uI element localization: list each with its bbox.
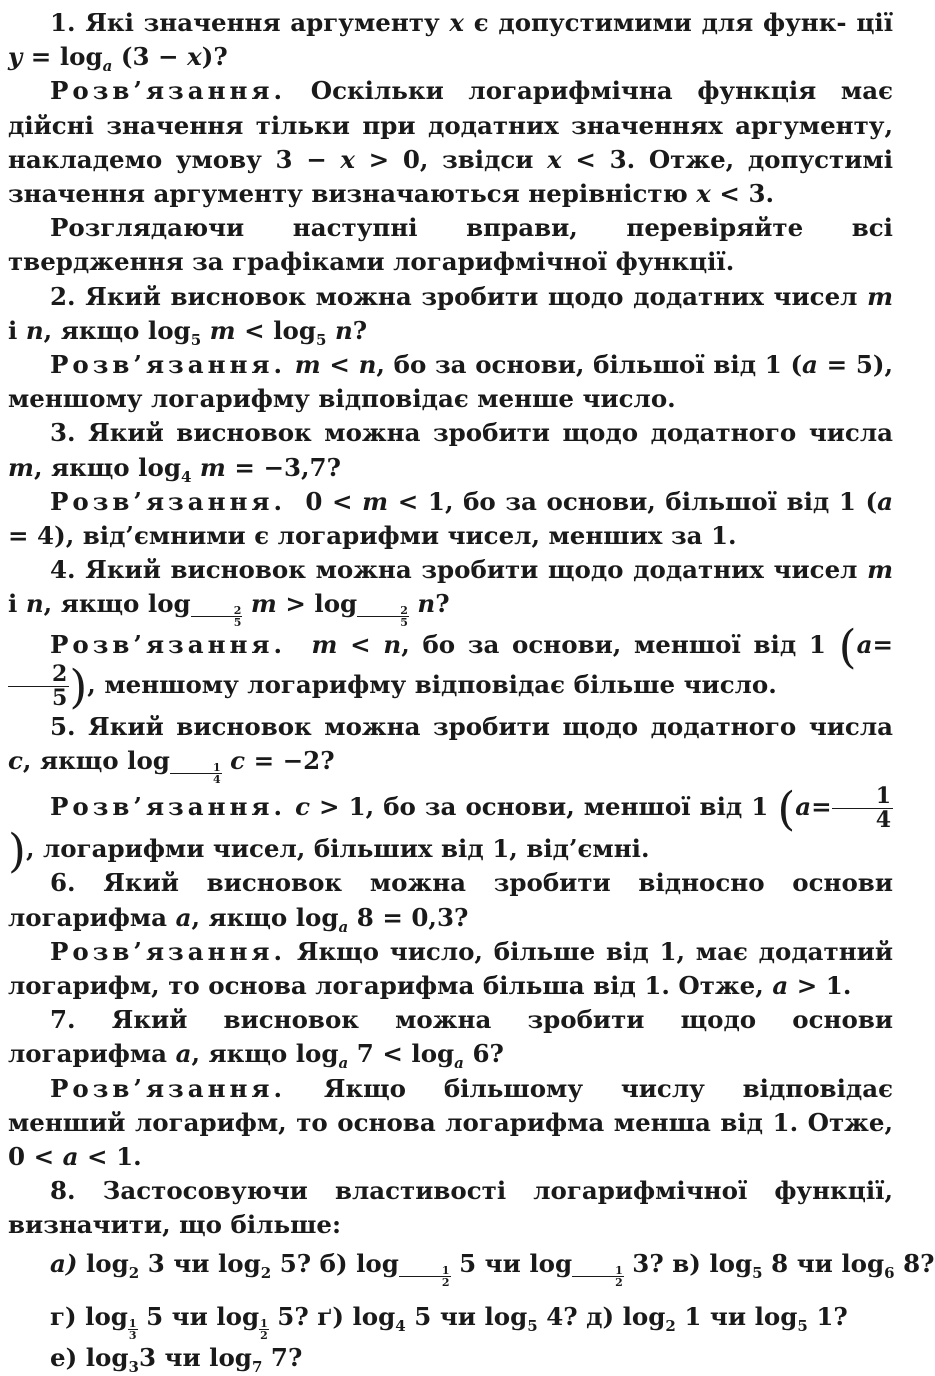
den: 4: [875, 807, 891, 834]
solution-label: Розв’язання.: [50, 486, 287, 516]
var: c: [8, 746, 23, 776]
log: log: [352, 1301, 396, 1331]
question-text: Який висновок можна зробити щодо додатних чисел: [85, 281, 858, 311]
problem-number: 6.: [50, 868, 76, 898]
task-text: 1 чи: [675, 1301, 755, 1331]
task-text: 5 чи: [405, 1301, 485, 1331]
log: log: [314, 589, 358, 619]
question-text: , якщо: [33, 452, 130, 482]
question-text: Який висновок можна зробити щодо додатних чисел: [85, 555, 858, 585]
solution-text: < 1.: [78, 1142, 142, 1172]
problem-number: 2.: [50, 281, 76, 311]
problem-5: [8, 710, 893, 785]
solution-text: Якщо число, більше від 1, має додатний логарифм, то основа логарифма більша від 1. Отже,: [8, 936, 894, 1001]
sub: 5: [797, 1316, 808, 1335]
sub: 5: [315, 330, 327, 349]
log: log: [529, 1248, 573, 1278]
task-text: 8?: [894, 1248, 935, 1278]
solution-4: Розв’язання. m < n, бо за основи, меншої від 1 (a= $\frac{2}{5}$ ), меншому логарифму відповідає більше число.: [8, 628, 893, 709]
sub-fraction: [572, 1265, 624, 1288]
var: m: [867, 555, 894, 585]
task-label: а): [50, 1248, 78, 1278]
problem-number: 1.: [50, 8, 76, 37]
problem-number: 5.: [50, 711, 76, 741]
task-g2: [317, 1301, 578, 1335]
task-text: 3 чи: [139, 1248, 218, 1278]
tasks-row-2: [8, 1300, 893, 1341]
var: x: [340, 144, 356, 174]
problem-number: 8.: [50, 1176, 76, 1206]
den: 5: [52, 684, 68, 711]
solution-label: Розв’язання.: [50, 630, 287, 660]
var: x: [696, 179, 711, 209]
solution-6: [8, 935, 893, 1003]
task-text: 5 чи: [450, 1248, 530, 1278]
question-text: ції: [856, 8, 894, 37]
question-text: , якщо: [22, 746, 119, 776]
log: log: [59, 42, 103, 72]
solution-label: Розв’язання.: [50, 792, 287, 822]
solution-3: [8, 485, 893, 553]
paren: ): [69, 659, 88, 714]
sub: 5: [190, 330, 202, 349]
var: x: [449, 8, 465, 37]
solution-label: Розв’язання.: [50, 350, 287, 380]
sub: 5: [527, 1316, 538, 1335]
num: 1: [399, 1265, 451, 1277]
var: c: [295, 792, 311, 822]
var: a: [877, 486, 894, 516]
question-text: , якщо: [191, 1039, 288, 1069]
var: n: [358, 350, 377, 380]
question-text: ?: [435, 589, 450, 619]
question-text: ?: [352, 315, 368, 345]
var: a: [772, 971, 789, 1001]
task-label: ґ): [317, 1301, 344, 1331]
question-text: Який висновок можна зробити відносно основи логарифма: [8, 868, 894, 932]
solution-5: Розв’язання. c > 1, бо за основи, меншої від 1 (a= $\frac{1}{4}$ ), логарифми чисел, більших від 1, від’ємні.: [8, 781, 891, 878]
den: 5: [233, 616, 242, 630]
sub: 4: [395, 1316, 406, 1335]
question-text: (3 −: [120, 42, 188, 72]
task-text: 4?: [537, 1301, 578, 1331]
task-text: 5?: [268, 1301, 309, 1331]
task-v: [672, 1248, 935, 1282]
var: a: [62, 1142, 79, 1172]
var: m: [209, 315, 236, 345]
den: 2: [260, 1328, 268, 1342]
sym: <: [337, 630, 384, 660]
var: x: [187, 42, 202, 72]
log: log: [622, 1301, 666, 1331]
var: m: [867, 281, 894, 311]
task-label: д): [586, 1301, 615, 1331]
question-text: , якщо: [43, 315, 140, 345]
log: log: [411, 1039, 455, 1069]
question-text: Який висновок можна зробити щодо додатного числа: [88, 711, 893, 741]
var: c: [230, 746, 246, 776]
sym: <: [320, 350, 359, 380]
sub-fraction: [357, 605, 409, 628]
question-text: є допустимими для функ-: [473, 8, 847, 37]
task-text: 3?: [623, 1248, 664, 1278]
den: 4: [212, 773, 221, 787]
question-text: Який висновок можна зробити щодо основи логарифма: [8, 1005, 894, 1069]
intro-note: Розглядаючи наступні вправи, перевіряйте всі твердження за графіками логарифмічної функції.: [8, 213, 893, 277]
sym: <: [235, 315, 274, 345]
log: log: [217, 1248, 261, 1278]
solution-text: = 4), від’ємними є логарифми чисел, менших за 1.: [8, 521, 737, 551]
task-e: [50, 1342, 303, 1376]
problem-number: 4.: [50, 555, 76, 585]
sub-fraction: [399, 1265, 451, 1288]
sub: a: [454, 1054, 464, 1073]
num: 1: [260, 1316, 268, 1330]
var: a: [802, 350, 818, 380]
log: log: [273, 315, 316, 345]
problem-8: [8, 1174, 893, 1242]
task-label: в): [672, 1248, 701, 1278]
question-text: = −2?: [245, 746, 335, 776]
problem-number: 3.: [50, 418, 76, 448]
var: m: [250, 589, 277, 619]
problem-number: 7.: [50, 1005, 76, 1035]
task-d: [586, 1301, 848, 1335]
question-text: , якщо: [191, 902, 288, 932]
log: log: [138, 452, 181, 482]
problem-7: [8, 1003, 893, 1071]
question-text: , якщо: [43, 589, 140, 619]
sub: a: [338, 1054, 349, 1073]
num: 1: [572, 1265, 624, 1277]
solution-text: логарифми чисел, більших від 1, від’ємні.: [43, 834, 650, 864]
var: m: [294, 350, 321, 380]
den: 2: [615, 1275, 623, 1289]
var: a: [175, 902, 192, 932]
var: a: [795, 792, 812, 822]
solution-text: > 1.: [788, 971, 852, 1001]
var: n: [25, 315, 44, 345]
log: log: [127, 746, 170, 776]
var: m: [8, 452, 34, 482]
log: log: [295, 1039, 339, 1069]
num: 1: [832, 785, 893, 809]
num: 2: [191, 605, 243, 617]
log: log: [709, 1248, 753, 1278]
sub: 4: [180, 467, 192, 486]
num: 2: [8, 663, 69, 687]
sub: a: [102, 57, 113, 76]
task-text: 1?: [807, 1301, 848, 1331]
den: 2: [441, 1275, 450, 1289]
sub: 3: [128, 1357, 139, 1376]
paren: ): [8, 823, 26, 878]
log: log: [209, 1342, 252, 1372]
solution-text: = 5), меншому логарифму відповідає менше число.: [8, 350, 893, 414]
solution-label: Розв’язання.: [50, 76, 287, 106]
var: a: [175, 1039, 192, 1069]
task-label: е): [50, 1342, 78, 1372]
question-text: = −3,7?: [225, 452, 341, 482]
question-text: 6?: [472, 1039, 504, 1069]
solution-text: < 1, бо за основи, більшої від 1 (: [388, 486, 878, 516]
question-text: )?: [201, 42, 228, 72]
log: log: [754, 1301, 798, 1331]
question-text: Застосовуючи властивості логарифмічної функції, визначити, що більше:: [8, 1176, 893, 1240]
var: m: [199, 452, 226, 482]
num: 1: [170, 762, 222, 774]
solution-text: Якщо більшому числу відповідає менший логарифм, то основа логарифма менша від 1. Отже, 0 <: [8, 1073, 893, 1172]
sub-fraction: [170, 762, 222, 785]
num: 2: [357, 605, 409, 617]
log: log: [841, 1248, 885, 1278]
sub: 2: [128, 1263, 140, 1282]
solution-text: < 3. Отже, допустимі значення аргументу визначаються нерівністю: [8, 144, 894, 209]
var: a: [856, 630, 873, 660]
task-a: [50, 1248, 312, 1282]
sub: 6: [884, 1263, 895, 1282]
task-text: 5 чи: [137, 1301, 217, 1331]
solution-text: , бо за основи, меншої від 1: [401, 630, 826, 660]
solution-text: , бо за основи, більшої від 1 (: [376, 350, 803, 380]
sym: >: [276, 589, 315, 619]
solution-2: [8, 348, 893, 416]
paren: (: [777, 781, 796, 836]
log: log: [85, 1301, 128, 1331]
task-g: [50, 1301, 309, 1342]
sub: 7: [251, 1357, 263, 1376]
task-label: г): [50, 1301, 77, 1331]
solution-1: [8, 74, 893, 211]
task-text: 7?: [262, 1342, 303, 1372]
solution-text: Оскільки логарифмічна функція має дійсні значення тільки при додатних значеннях аргументу, накладемо умову 3 −: [8, 76, 893, 174]
question-text: і: [8, 589, 18, 619]
solution-text: > 0, звідси: [355, 144, 548, 174]
den: 3: [128, 1328, 137, 1342]
solution-text: < 3.: [710, 179, 775, 209]
var: n: [383, 630, 402, 660]
den: 5: [400, 616, 408, 630]
tasks-row-1: [8, 1247, 935, 1289]
var: n: [334, 315, 353, 345]
var: x: [547, 144, 562, 174]
var: n: [25, 589, 44, 619]
log: log: [216, 1301, 260, 1331]
log: log: [356, 1248, 399, 1278]
question-text: Який висновок можна зробити щодо додатного числа: [88, 418, 893, 448]
question-text: 8 = 0,3?: [348, 902, 469, 932]
log: log: [86, 1248, 129, 1278]
log: log: [147, 315, 191, 345]
var: y: [8, 42, 23, 72]
var: n: [417, 589, 436, 619]
sub: 2: [665, 1316, 676, 1335]
log: log: [85, 1342, 129, 1372]
problem-3: [8, 416, 893, 484]
sub: a: [338, 917, 349, 936]
sub: 2: [260, 1263, 272, 1282]
question-text: Які значення аргументу: [85, 8, 440, 37]
sub-fraction: [259, 1318, 269, 1341]
solution-label: Розв’язання.: [50, 936, 287, 966]
problem-4: [8, 553, 893, 628]
task-text: 8 чи: [762, 1248, 842, 1278]
sym: =: [22, 42, 60, 72]
fraction: [832, 785, 893, 832]
problem-6: [8, 866, 893, 934]
sub-fraction: [191, 605, 243, 628]
task-label: б): [319, 1248, 348, 1278]
tasks-row-3: [8, 1341, 893, 1375]
solution-7: [8, 1072, 893, 1175]
solution-label: Розв’язання.: [50, 1073, 287, 1103]
sub: 5: [752, 1263, 763, 1282]
solution-text: 0 <: [305, 486, 363, 516]
question-text: і: [8, 315, 18, 345]
log: log: [295, 902, 339, 932]
solution-text: меншому логарифму відповідає більше число.: [104, 669, 777, 699]
task-text: 3 чи: [138, 1342, 210, 1372]
var: m: [311, 630, 338, 660]
problem-2: [8, 280, 893, 348]
log: log: [484, 1301, 528, 1331]
fraction: [8, 660, 69, 711]
sub-fraction: [128, 1318, 138, 1341]
num: 1: [128, 1316, 137, 1330]
task-b: [319, 1248, 664, 1289]
task-text: 5?: [271, 1248, 312, 1278]
var: m: [362, 486, 389, 516]
solution-text: > 1, бо за основи, меншої від 1: [310, 792, 769, 822]
problem-1: [8, 6, 893, 74]
question-text: 7 <: [348, 1039, 412, 1069]
log: log: [147, 589, 191, 619]
paren: (: [838, 619, 857, 674]
